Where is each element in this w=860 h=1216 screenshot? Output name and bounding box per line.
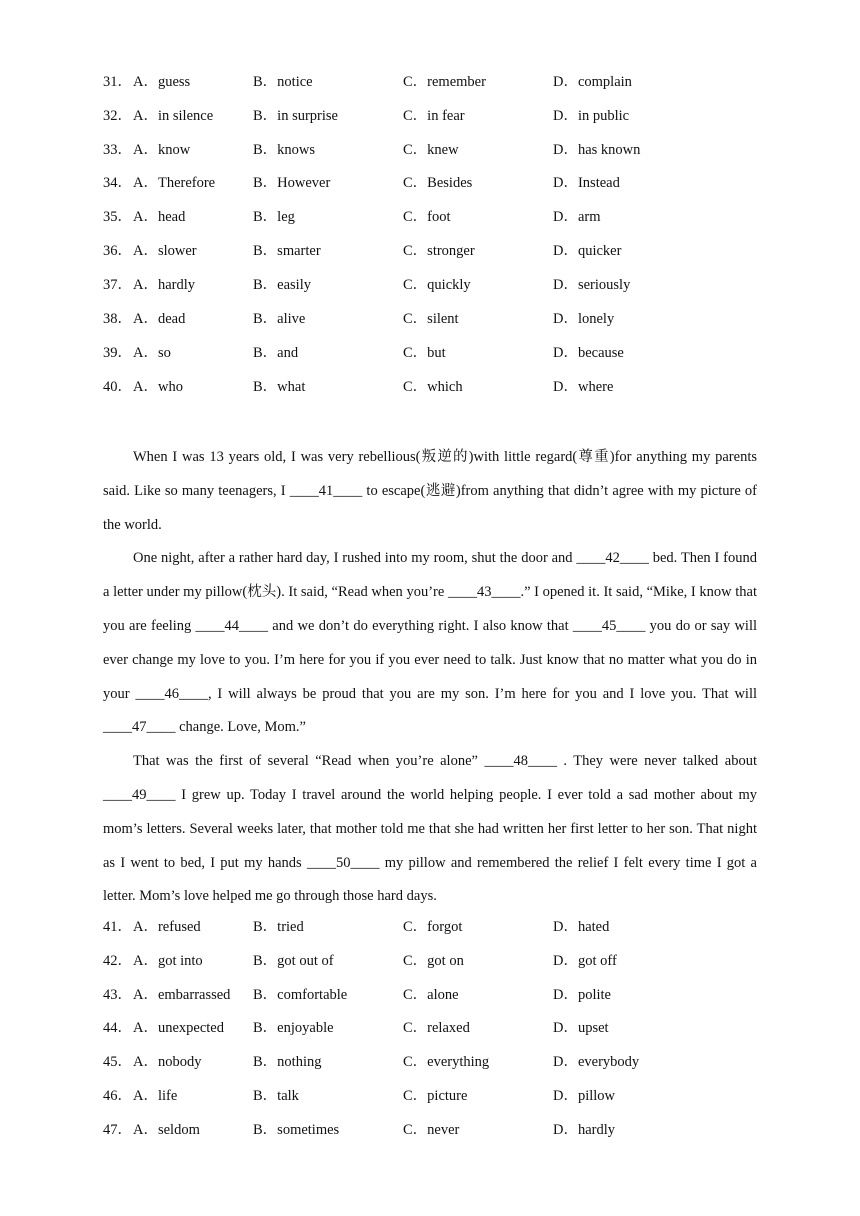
option-a: A．know [133,142,191,158]
option-b: B．comfortable [253,987,348,1003]
option-d: D．hardly [553,1122,616,1138]
question-number: 37． [103,277,132,293]
option-c: C．picture [403,1088,468,1104]
option-c: C．alone [403,987,459,1003]
question-row [103,139,763,161]
question-row [103,206,763,228]
question-row [103,950,763,972]
option-b: B．notice [253,74,313,90]
question-row [103,1085,763,1107]
option-d: D．complain [553,74,632,90]
option-b: B．sometimes [253,1122,340,1138]
passage-paragraph: When I was 13 years old, I was very rebellious(叛逆的)with little regard(尊重)for anything my parents said. Like so many teenagers, I ____41____ to escape(逃避)from anything that didn’t agree with my picture of the world. [103,449,757,533]
question-number: 47． [103,1122,132,1138]
question-number: 42． [103,953,132,969]
option-d: D．pillow [553,1088,616,1104]
option-d: D．upset [553,1020,609,1036]
option-c: C．everything [403,1054,490,1070]
question-number: 44． [103,1020,132,1036]
option-d: D．in public [553,108,630,124]
option-b: B．easily [253,277,311,293]
option-a: A．guess [133,74,191,90]
option-c: C．knew [403,142,459,158]
question-number: 32． [103,108,132,124]
option-d: D．arm [553,209,601,225]
option-d: D．has known [553,142,641,158]
option-a: A．embarrassed [133,987,231,1003]
question-number: 33． [103,142,132,158]
option-b: B．and [253,345,299,361]
option-b: B．alive [253,311,306,327]
question-number: 40． [103,379,132,395]
option-b: B．in surprise [253,108,338,124]
option-b: B．leg [253,209,295,225]
question-number: 35． [103,209,132,225]
option-d: D．quicker [553,243,622,259]
option-c: C．but [403,345,446,361]
option-c: C．forgot [403,919,463,935]
passage-paragraph: That was the first of several “Read when you’re alone” ____48____ . They were never talked about ____49____ I grew up. Today I travel around the world helping people. I ever told a sad mother about my mom’s letters. Several weeks later, that mother told me that she had written her first letter to her son. That night as I went to bed, I put my hands ____50____ my pillow and remembered the relief I felt every time I got a letter. Mom’s love helped me go through those hard days. [103,753,757,905]
option-c: C．in fear [403,108,465,124]
reading-passage [103,441,757,914]
option-a: A．Therefore [133,175,216,191]
option-d: D．Instead [553,175,620,191]
option-d: D．seriously [553,277,631,293]
question-row [103,984,763,1006]
question-row [103,376,763,398]
option-b: B．got out of [253,953,334,969]
question-number: 36． [103,243,132,259]
option-b: B．what [253,379,306,395]
question-row [103,1119,763,1141]
option-a: A．in silence [133,108,214,124]
option-d: D．lonely [553,311,615,327]
option-b: B．However [253,175,331,191]
question-number: 46． [103,1088,132,1104]
question-row [103,1051,763,1073]
option-a: A．nobody [133,1054,202,1070]
question-row [103,105,763,127]
option-a: A．unexpected [133,1020,224,1036]
question-row [103,1017,763,1039]
option-b: B．nothing [253,1054,322,1070]
option-a: A．slower [133,243,197,259]
question-row [103,342,763,364]
question-number: 43． [103,987,132,1003]
option-a: A．head [133,209,186,225]
option-c: C．Besides [403,175,473,191]
option-d: D．hated [553,919,610,935]
question-row [103,274,763,296]
option-c: C．foot [403,209,451,225]
option-c: C．quickly [403,277,471,293]
option-a: A．life [133,1088,178,1104]
option-d: D．polite [553,987,611,1003]
question-number: 41． [103,919,132,935]
option-b: B．enjoyable [253,1020,334,1036]
option-a: A．hardly [133,277,196,293]
option-b: B．tried [253,919,304,935]
option-a: A．refused [133,919,201,935]
option-c: C．stronger [403,243,475,259]
option-c: C．relaxed [403,1020,470,1036]
question-row [103,71,763,93]
option-b: B．talk [253,1088,299,1104]
option-a: A．seldom [133,1122,200,1138]
option-d: D．got off [553,953,617,969]
option-c: C．which [403,379,463,395]
question-row [103,172,763,194]
question-number: 39． [103,345,132,361]
option-c: C．remember [403,74,486,90]
option-a: A．dead [133,311,186,327]
question-row [103,916,763,938]
option-d: D．everybody [553,1054,640,1070]
question-number: 34． [103,175,132,191]
option-a: A．got into [133,953,203,969]
option-c: C．got on [403,953,464,969]
option-b: B．knows [253,142,316,158]
question-row [103,240,763,262]
option-d: D．because [553,345,624,361]
passage-paragraph: One night, after a rather hard day, I rushed into my room, shut the door and ____42____ bed. Then I found a letter under my pillow(枕头). It said, “Read when you’re ____43____.” I opened it. It said, “Mike, I know that you are feeling ____44____ and we don’t do everything right. I also know that ____45____ you do or say will ever change my love to you. I’m here for you if you ever need to talk. Just know that no matter what you do in your ____46____, I will always be proud that you are my son. I’m here for you and I love you. That will ____47____ change. Love, Mom.” [103,550,757,736]
option-b: B．smarter [253,243,321,259]
question-number: 45． [103,1054,132,1070]
question-row [103,308,763,330]
option-d: D．where [553,379,614,395]
option-c: C．never [403,1122,460,1138]
option-a: A．so [133,345,171,361]
option-a: A．who [133,379,183,395]
question-number: 38． [103,311,132,327]
option-c: C．silent [403,311,459,327]
question-number: 31． [103,74,132,90]
